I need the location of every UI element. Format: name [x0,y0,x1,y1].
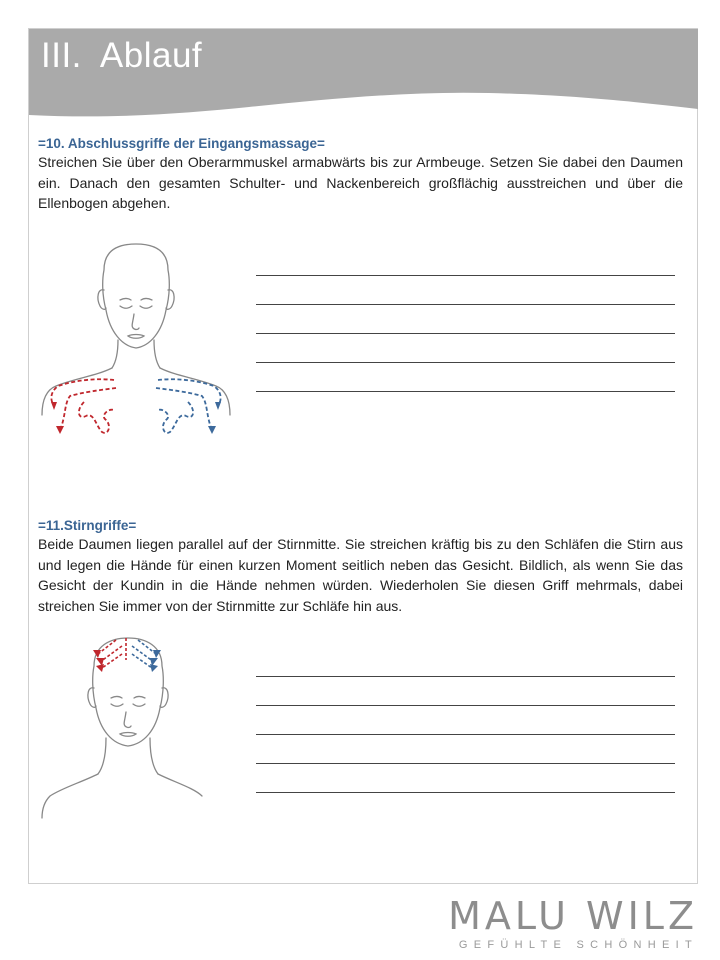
section-heading: =10. Abschlussgriffe der Eingangsmassage= [38,136,325,151]
writing-line [256,792,675,793]
section-text: Streichen Sie über den Oberarmmuskel armabwärts bis zur Armbeuge. Setzen Sie dabei den Daumen ein. Danach den gesamten Schulter- und Nackenbereich großflächig ausstreichen und über die Ellenbogen abgehen. [38,154,683,211]
logo-tagline: GEFÜHLTE SCHÖNHEIT [458,939,698,951]
shoulder-massage-illustration [36,240,246,440]
section-text: Beide Daumen liegen parallel auf der Stirnmitte. Sie streichen kräftig bis zu den Schläfen die Stirn aus und legen die Hände für einen kurzen Moment seitlich neben das Gesicht. Bildlich, als wenn Sie das Gesicht der Kundin in die Hände nehmen würden. Wiederholen Sie diesen Griff mehrmals, dabei streichen Sie immer von der Stirnmitte zur Schläfe hin aus. [38,536,683,614]
writing-line [256,333,675,334]
title-text: Ablauf [99,36,203,75]
writing-line [256,676,675,677]
writing-line [256,763,675,764]
writing-line [256,275,675,276]
brand-logo [448,896,698,952]
page-title [41,36,202,76]
section-11 [38,517,683,616]
section-number: III. [41,36,82,75]
writing-line [256,304,675,305]
writing-line [256,362,675,363]
section-heading: =11.Stirngriffe= [38,518,137,533]
writing-line [256,705,675,706]
forehead-massage-illustration [36,632,206,822]
logo-wordmark: MALU WILZ [448,894,698,938]
writing-line [256,734,675,735]
section-10 [38,135,683,214]
writing-line [256,391,675,392]
